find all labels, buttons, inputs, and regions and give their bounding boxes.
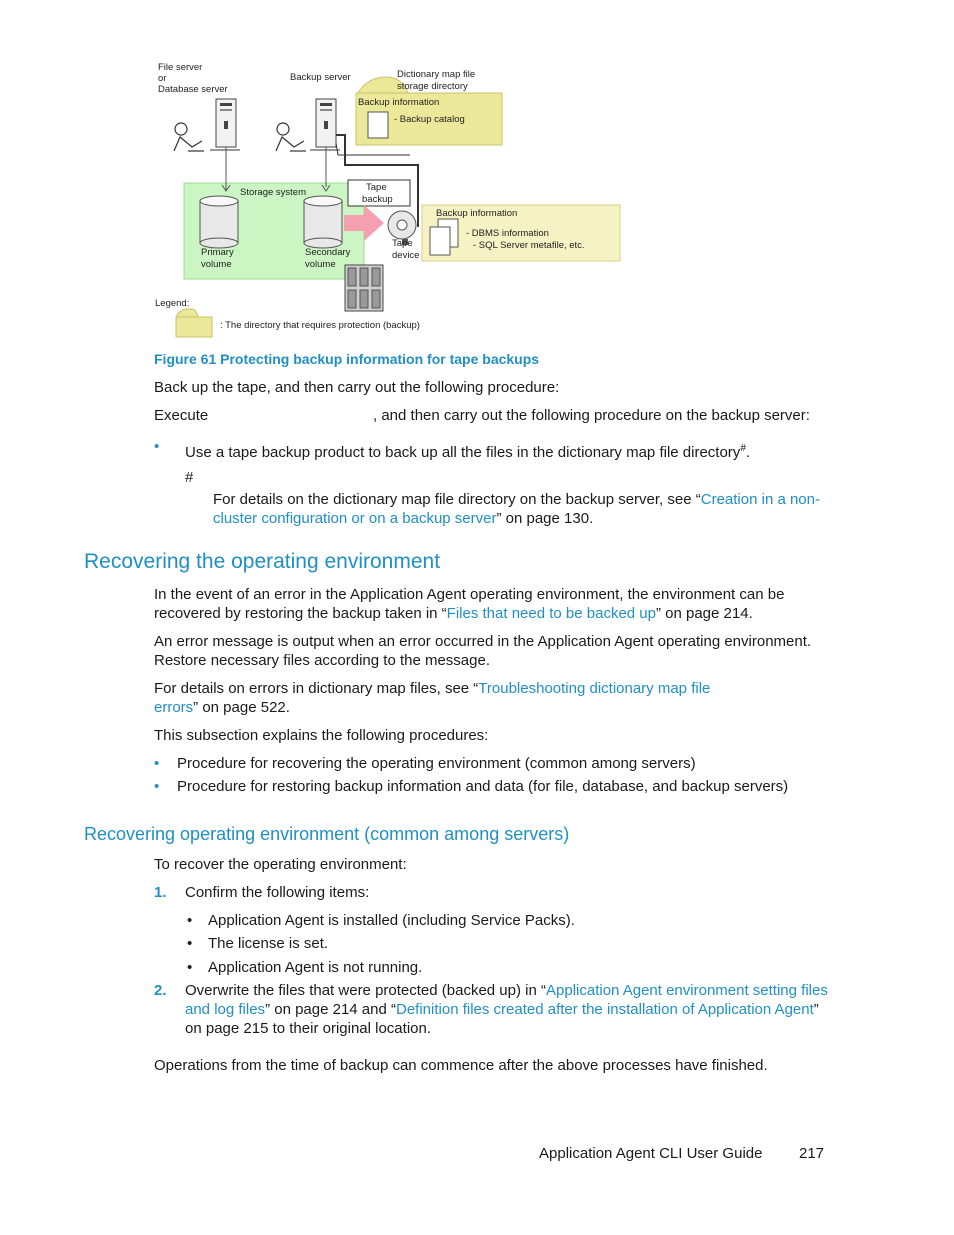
section1-paragraph-3: For details on errors in dictionary map files, see “Troubleshooting dictionary map file errors” on page 522. [154,680,711,716]
tape-device-label-1: Tape [392,238,413,249]
backup-server-icon [316,99,336,147]
step-text: Overwrite the files that were protected (backed up) in “Application Agent environment setting files and log files” on page 214 and “Definition files created after the installation of Application Agent” on page 215 to their original location. [185,982,828,1037]
tape-backup-label-1: Tape [366,182,387,193]
dictionary-dir-label-1: Dictionary map file [397,69,476,80]
link-troubleshooting-dictionary[interactable]: Troubleshooting dictionary map file errors [154,680,711,716]
backup-server-label: Backup server [290,72,351,83]
bullet-mark: • [154,438,160,455]
primary-volume-icon [200,196,238,248]
closing-paragraph: Operations from the time of backup can commence after the above processes have finished. [154,1057,768,1074]
user-icon-2 [276,123,306,151]
section2-intro: To recover the operating environment: [154,856,407,873]
list-item: Procedure for recovering the operating environment (common among servers) [177,755,696,772]
bullet-mark: • [187,912,193,929]
secondary-volume-label-2: volume [305,259,336,270]
file-server-label: File server [158,62,203,73]
list-item: Procedure for restoring backup information and data (for file, database, and backup servers) [177,778,789,795]
dictionary-dir-label-2: storage directory [397,81,468,92]
tape-backup-label-2: backup [362,194,393,205]
paragraph-backup-tape: Back up the tape, and then carry out the following procedure: [154,379,560,396]
user-icon-1 [174,123,204,151]
document-icon [368,112,388,138]
step-number: 2. [154,982,167,999]
footnote-sup: # [740,443,746,454]
legend-folder-icon [176,309,212,337]
primary-volume-label-2: volume [201,259,232,270]
primary-volume-label-1: Primary [201,247,234,258]
document-icon-front [430,227,450,255]
footer-page-number: 217 [799,1145,825,1162]
list-item: The license is set. [208,935,329,952]
sql-metafile-label: - SQL Server metafile, etc. [473,240,585,251]
execute-word: Execute [154,407,209,424]
list-item: Application Agent is not running. [208,959,423,976]
link-definition-files[interactable]: Definition files created after the installation of Application Agent [396,1001,814,1018]
database-server-label: Database server [158,84,228,95]
bullet-mark: • [154,778,160,795]
file-server-icon [216,99,236,147]
or-label: or [158,73,167,84]
link-environment-setting-files[interactable]: Application Agent environment setting files and log files [185,982,828,1018]
heading-recovering-common: Recovering operating environment (common among servers) [84,824,570,844]
bullet-mark: • [154,755,160,772]
secondary-volume-label-1: Secondary [305,247,351,258]
bullet-tape-text: Use a tape backup product to back up all the files in the dictionary map file directory#. [185,443,751,461]
step-2 [154,981,834,1038]
execute-rest: , and then carry out the following procedure on the backup server: [373,407,810,424]
secondary-volume-icon [304,196,342,248]
figure-caption: Figure 61 Protecting backup information for tape backups [154,351,540,367]
bullet-mark: • [187,935,193,952]
step-number: 1. [154,884,167,901]
dbms-info-label: - DBMS information [466,228,549,239]
link-files-backed-up[interactable]: Files that need to be backed up [446,605,656,622]
paragraph-execute [154,406,834,425]
backup-diagram [140,55,640,345]
tape-rack-icon [345,265,383,311]
step-text: Confirm the following items: [185,884,370,901]
section1-paragraph-1: In the event of an error in the Application Agent operating environment, the environment can be recovered by restoring the backup taken in “Files that need to be backed up” on page 214. [154,586,785,622]
backup-info-right-label: Backup information [436,208,518,219]
tape-device-label-2: device [392,250,420,261]
footnote-mark: # [185,469,194,486]
legend-item-label: : The directory that requires protection (backup) [220,320,420,331]
section1-paragraph-4: This subsection explains the following procedures: [154,727,489,744]
footer-title: Application Agent CLI User Guide [539,1145,763,1162]
footnote-text: For details on the dictionary map file directory on the backup server, see “Creation in a non-cluster configuration or on a backup server” on page 130. [213,491,820,527]
list-item: Application Agent is installed (including Service Packs). [208,912,575,929]
legend-title: Legend: [155,298,190,309]
backup-info-top-label: Backup information [358,97,440,108]
storage-system-label: Storage system [240,187,306,198]
section1-paragraph-2: An error message is output when an error occurred in the Application Agent operating environment. Restore necessary files according to the message. [154,633,812,669]
bullet-mark: • [187,959,193,976]
backup-catalog-label: - Backup catalog [394,114,465,125]
link-creation-non-cluster[interactable]: Creation in a non-cluster configuration or on a backup server [213,491,820,527]
heading-recovering-environment: Recovering the operating environment [84,550,441,573]
